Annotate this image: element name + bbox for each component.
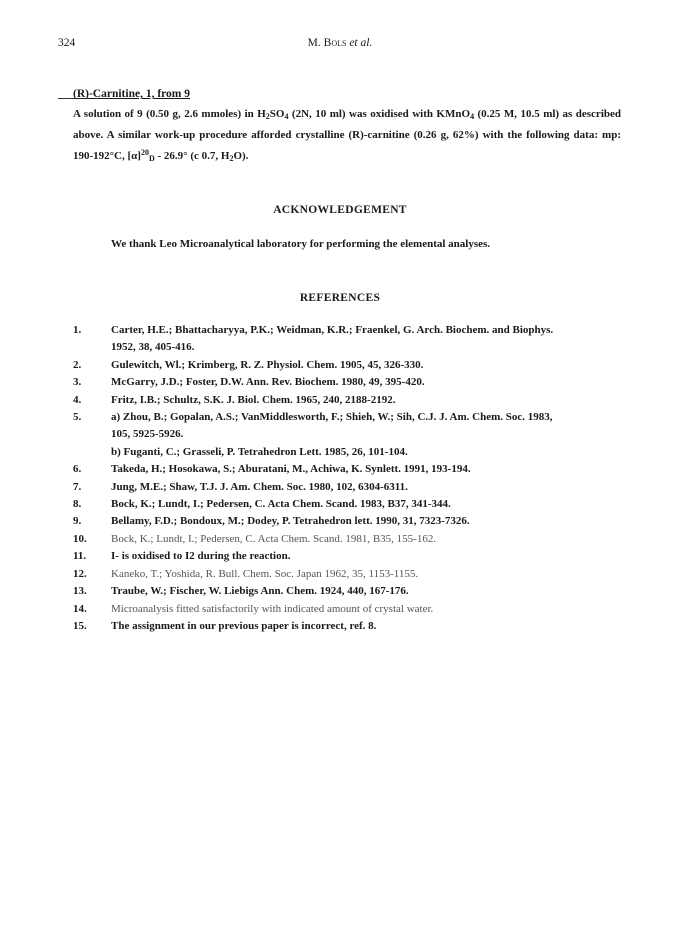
acknowledgement-text: We thank Leo Microanalytical laboratory for performing the elemental analyses.: [111, 238, 491, 250]
reference-continuation: b) Fuganti, C.; Grasseli, P. Tetrahedron Lett. 1985, 26, 101-104.: [111, 445, 408, 458]
reference-number: 4.: [73, 393, 82, 406]
reference-text: a) Zhou, B.; Gopalan, A.S.; VanMiddlesworth, F.; Shieh, W.; Sih, C.J. J. Am. Chem. Soc. 1983,: [111, 411, 553, 424]
section-heading: (R)-Carnitine, 1, from 9: [73, 88, 190, 100]
reference-number: 1.: [73, 324, 82, 336]
reference-text: I- is oxidised to I2 during the reaction.: [111, 550, 291, 563]
reference-number: 7.: [73, 480, 82, 493]
reference-number: 13.: [73, 585, 87, 598]
reference-item: [73, 461, 623, 478]
reference-text: Microanalysis fitted satisfactorily with indicated amount of crystal water.: [111, 602, 434, 615]
reference-item: [73, 531, 623, 548]
acknowledgement-heading: ACKNOWLEDGEMENT: [273, 204, 407, 216]
page-number: 324: [58, 37, 76, 49]
reference-text: Jung, M.E.; Shaw, T.J. J. Am. Chem. Soc. 1980, 102, 6304-6311.: [111, 480, 408, 493]
reference-item: [73, 392, 623, 409]
reference-number: 6.: [73, 463, 82, 476]
reference-item: [73, 322, 623, 339]
reference-continuation: 105, 5925-5926.: [111, 428, 184, 441]
reference-number: 12.: [73, 567, 87, 580]
reference-text: The assignment in our previous paper is incorrect, ref. 8.: [111, 619, 377, 632]
reference-item: [73, 479, 623, 496]
reference-item: [73, 583, 623, 600]
running-head-prefix: M.: [307, 37, 324, 49]
reference-item: [73, 548, 623, 565]
reference-text: Bock, K.; Lundt, I.; Pedersen, C. Acta Chem. Scand. 1981, B35, 155-162.: [111, 532, 437, 545]
references-heading: REFERENCES: [299, 292, 381, 304]
reference-text: Takeda, H.; Hosokawa, S.; Aburatani, M., Achiwa, K. Synlett. 1991, 193-194.: [111, 463, 471, 476]
reference-item: [73, 513, 623, 530]
reference-number: 2.: [73, 358, 82, 371]
reference-item: [73, 357, 623, 374]
reference-text: Fritz, I.B.; Schultz, S.K. J. Biol. Chem. 1965, 240, 2188-2192.: [111, 393, 396, 406]
reference-item: [73, 409, 623, 426]
section-paragraph: A solution of 9 (0.50 g, 2.6 mmoles) in $H_2SO_4$ (2N, 10 ml) was oxidised with KMnO$_4$ (0.25 M, 10.5 ml) as described above. A similar work-up procedure afforded crystalline (R)-carnitine (0.26 g, 62%) with the following data: mp: 190-192°C, $[\alpha]^{20}_D - 26.9^\circ$ (c 0.7, $H_2O$).: [73, 108, 621, 163]
reference-number: 11.: [73, 550, 87, 563]
reference-number: 15.: [73, 619, 87, 632]
reference-item: [73, 566, 623, 583]
reference-text: Bock, K.; Lundt, I.; Pedersen, C. Acta Chem. Scand. 1983, B37, 341-344.: [111, 498, 451, 511]
reference-text: McGarry, J.D.; Foster, D.W. Ann. Rev. Biochem. 1980, 49, 395-420.: [111, 376, 425, 389]
reference-item: [73, 601, 623, 618]
reference-text: Carter, H.E.; Bhattacharyya, P.K.; Weidman, K.R.; Fraenkel, G. Arch. Biochem. and Biophys.: [111, 324, 554, 336]
reference-text: Traube, W.; Fischer, W. Liebigs Ann. Chem. 1924, 440, 167-176.: [111, 585, 409, 598]
reference-item: [73, 374, 623, 391]
reference-number: 14.: [73, 602, 87, 615]
reference-text: Gulewitch, Wl.; Krimberg, R. Z. Physiol. Chem. 1905, 45, 326-330.: [111, 358, 424, 371]
references-list: [73, 322, 623, 635]
reference-text: Bellamy, F.D.; Bondoux, M.; Dodey, P. Tetrahedron lett. 1990, 31, 7323-7326.: [111, 515, 470, 528]
reference-number: 9.: [73, 515, 82, 528]
reference-number: 8.: [73, 498, 82, 511]
reference-item: [73, 496, 623, 513]
running-head-author: Bols: [323, 37, 347, 49]
running-head: [0, 37, 680, 49]
reference-text: Kaneko, T.; Yoshida, R. Bull. Chem. Soc. Japan 1962, 35, 1153-1155.: [111, 567, 419, 580]
reference-number: 10.: [73, 532, 87, 545]
reference-number: 5.: [73, 411, 82, 424]
reference-number: 3.: [73, 376, 82, 389]
running-head-etal: et al.: [346, 37, 373, 49]
reference-item: [73, 618, 623, 635]
reference-continuation: 1952, 38, 405-416.: [111, 341, 195, 354]
